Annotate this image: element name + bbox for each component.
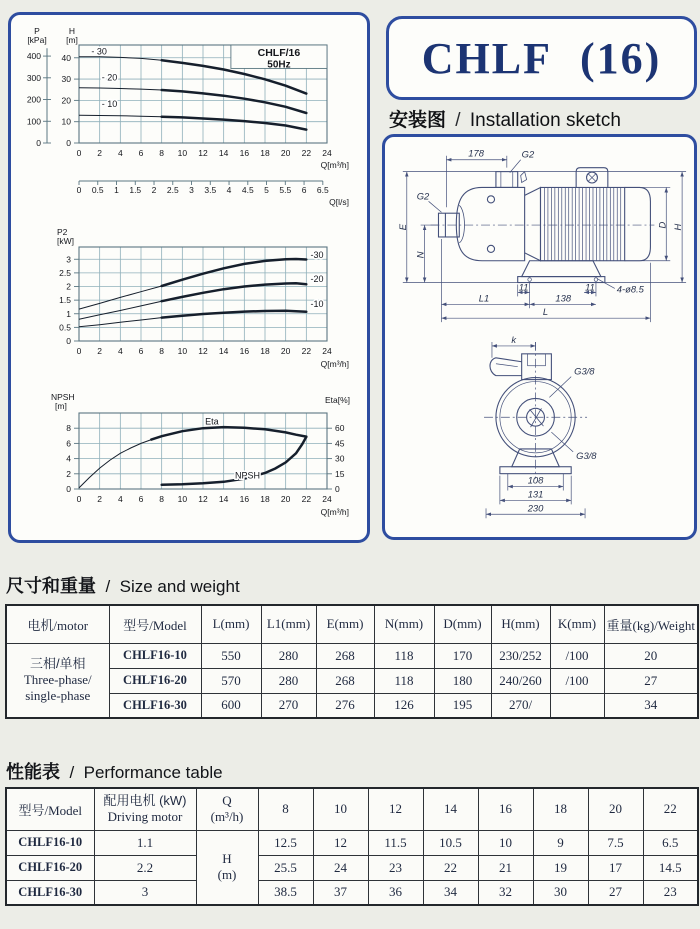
table-cell: /100	[550, 668, 604, 693]
svg-text:CHLF/16: CHLF/16	[257, 47, 301, 59]
head-value-cell: 25.5	[258, 855, 313, 880]
model-title-box	[386, 16, 697, 100]
pump-side-view	[431, 168, 655, 283]
head-value-cell: 9	[533, 830, 588, 855]
svg-text:0.5: 0.5	[91, 185, 104, 195]
size-table-header: L(mm)	[201, 605, 261, 643]
dim-11-left: 11	[518, 281, 529, 293]
svg-text:2.5: 2.5	[166, 185, 179, 195]
dim-l: L	[542, 306, 549, 318]
svg-text:0: 0	[66, 138, 71, 148]
perf-header-flow: 22	[643, 788, 698, 830]
svg-text:6: 6	[301, 185, 307, 195]
size-table-header: 型号/Model	[109, 605, 201, 643]
svg-text:10: 10	[177, 148, 188, 158]
head-value-cell: 12	[313, 830, 368, 855]
svg-text:[kW]: [kW]	[57, 236, 74, 246]
port-label-g38-top: G3/8	[574, 365, 595, 377]
svg-text:16: 16	[239, 346, 250, 356]
perf-heading-en: Performance table	[83, 763, 223, 782]
title-model: CHLF	[421, 33, 552, 83]
size-table-header: H(mm)	[491, 605, 550, 643]
svg-text:Eta: Eta	[205, 416, 219, 427]
svg-text:P2: P2	[57, 227, 68, 237]
svg-text:14: 14	[218, 148, 229, 158]
svg-text:0: 0	[66, 336, 71, 346]
table-cell: 20	[604, 643, 698, 668]
svg-text:Q[l/s]: Q[l/s]	[329, 197, 349, 207]
table-cell: 270	[261, 693, 316, 718]
svg-text:4: 4	[117, 148, 123, 158]
dim-178: 178	[468, 147, 484, 159]
curve--10	[79, 311, 306, 327]
svg-text:0: 0	[76, 494, 82, 504]
svg-text:4: 4	[117, 494, 123, 504]
svg-text:24: 24	[322, 494, 332, 504]
installation-heading-en: Installation sketch	[469, 110, 621, 131]
port-label-g38-bottom: G3/8	[576, 449, 597, 461]
installation-sketch	[385, 137, 694, 537]
table-cell: /100	[550, 643, 604, 668]
table-cell: 230/252	[491, 643, 550, 668]
svg-text:H: H	[68, 26, 76, 36]
head-value-cell: 34	[423, 880, 478, 905]
perf-header-motor: 配用电机 (kW) Driving motor	[94, 788, 196, 830]
svg-text:0: 0	[76, 148, 82, 158]
table-cell: 195	[434, 693, 491, 718]
svg-text:8: 8	[159, 494, 165, 504]
table-cell: 27	[604, 668, 698, 693]
perf-header-flow: 16	[478, 788, 533, 830]
svg-text:24: 24	[322, 148, 332, 158]
table-cell: 550	[201, 643, 261, 668]
table-cell: 570	[201, 668, 261, 693]
svg-text:2: 2	[66, 281, 71, 292]
svg-text:10: 10	[61, 116, 71, 127]
svg-text:300: 300	[26, 72, 41, 83]
perf-header-q: Q (m³/h)	[196, 788, 258, 830]
svg-text:8: 8	[159, 148, 165, 158]
head-value-cell: 19	[533, 855, 588, 880]
dim-131: 131	[527, 488, 544, 500]
head-value-cell: 36	[368, 880, 423, 905]
pump-front-view	[484, 342, 587, 479]
svg-text:2: 2	[97, 148, 103, 158]
svg-text:4: 4	[117, 346, 123, 356]
svg-text:1: 1	[66, 308, 71, 319]
dim-h: H	[672, 223, 684, 231]
npsh-eta-chart	[17, 389, 369, 523]
head-value-cell: 27	[588, 880, 643, 905]
heading-separator: /	[455, 110, 461, 131]
curve-NPSH	[162, 437, 307, 485]
svg-text:[m]: [m]	[55, 401, 67, 411]
head-value-cell: 11.5	[368, 830, 423, 855]
curve-Eta	[79, 427, 306, 488]
installation-sketch-panel	[382, 134, 697, 540]
svg-text:20: 20	[280, 148, 291, 158]
svg-text:6.5: 6.5	[316, 185, 329, 195]
svg-text:18: 18	[260, 346, 270, 356]
installation-heading-cn: 安装图	[389, 110, 447, 131]
head-value-cell: 30	[533, 880, 588, 905]
svg-text:Q[m³/h]: Q[m³/h]	[320, 160, 349, 170]
motor-kw-cell: 2.2	[94, 855, 196, 880]
svg-text:-30: -30	[310, 249, 324, 260]
svg-text:3: 3	[66, 254, 71, 265]
head-value-cell: 23	[368, 855, 423, 880]
table-cell: 276	[316, 693, 374, 718]
svg-text:20: 20	[61, 95, 71, 106]
svg-text:0: 0	[66, 484, 71, 494]
size-table-header: L1(mm)	[261, 605, 316, 643]
table-cell: 34	[604, 693, 698, 718]
heading-separator: /	[105, 577, 111, 596]
head-value-cell: 23	[643, 880, 698, 905]
svg-text:0: 0	[36, 138, 41, 148]
svg-text:2: 2	[97, 346, 103, 356]
svg-text:40: 40	[61, 52, 71, 63]
model-cell: CHLF16-10	[109, 643, 201, 668]
motor-fins	[544, 187, 620, 260]
head-value-cell: 21	[478, 855, 533, 880]
svg-text:45: 45	[335, 438, 345, 449]
perf-header-flow: 20	[588, 788, 643, 830]
head-flow-chart	[17, 25, 369, 209]
size-weight-table	[5, 604, 699, 719]
svg-text:30: 30	[61, 74, 71, 85]
svg-text:8: 8	[66, 423, 71, 434]
page-title	[422, 33, 662, 84]
performance-curves-panel	[8, 12, 370, 543]
head-value-cell: 38.5	[258, 880, 313, 905]
table-cell: 268	[316, 643, 374, 668]
svg-text:Eta[%]: Eta[%]	[325, 395, 351, 405]
perf-heading-cn: 性能表	[6, 762, 60, 782]
svg-text:8: 8	[159, 346, 165, 356]
performance-table	[5, 787, 699, 906]
svg-text:10: 10	[177, 346, 188, 356]
svg-text:- 10: - 10	[101, 99, 118, 110]
motor-type-cell: 三相/单相 Three-phase/ single-phase	[6, 643, 109, 718]
svg-text:50Hz: 50Hz	[267, 59, 291, 71]
svg-text:22: 22	[301, 148, 312, 158]
dim-108: 108	[527, 474, 544, 486]
power-flow-chart	[17, 225, 369, 375]
table-cell: 268	[316, 668, 374, 693]
svg-text:4: 4	[226, 185, 232, 195]
model-cell: CHLF16-30	[109, 693, 201, 718]
perf-header-model: 型号/Model	[6, 788, 94, 830]
svg-text:400: 400	[26, 51, 41, 62]
svg-text:20: 20	[280, 494, 291, 504]
size-table-header: E(mm)	[316, 605, 374, 643]
svg-text:18: 18	[260, 148, 270, 158]
svg-text:22: 22	[301, 494, 312, 504]
svg-text:NPSH: NPSH	[51, 392, 75, 402]
svg-text:18: 18	[260, 494, 270, 504]
size-table-header: K(mm)	[550, 605, 604, 643]
svg-text:6: 6	[138, 494, 144, 504]
svg-text:1: 1	[114, 185, 119, 195]
svg-text:[kPa]: [kPa]	[27, 35, 47, 45]
svg-text:12: 12	[198, 346, 208, 356]
svg-text:-10: -10	[310, 298, 324, 309]
table-cell: 280	[261, 668, 316, 693]
port-label-g2-left: G2	[416, 190, 430, 202]
svg-text:0.5: 0.5	[59, 322, 71, 333]
size-table-header: D(mm)	[434, 605, 491, 643]
svg-text:1.5: 1.5	[59, 295, 71, 306]
svg-text:30: 30	[335, 453, 345, 464]
dim-e: E	[396, 223, 408, 231]
svg-text:4: 4	[66, 453, 71, 464]
table-cell: 118	[374, 668, 434, 693]
perf-header-flow: 12	[368, 788, 423, 830]
installation-heading	[389, 105, 621, 132]
port-label-g2-top: G2	[521, 148, 535, 160]
head-value-cell: 22	[423, 855, 478, 880]
perf-header-flow: 10	[313, 788, 368, 830]
svg-text:- 20: - 20	[101, 72, 118, 83]
svg-text:1.5: 1.5	[129, 185, 142, 195]
svg-text:3.5: 3.5	[204, 185, 217, 195]
size-heading-en: Size and weight	[119, 577, 240, 596]
model-cell: CHLF16-20	[109, 668, 201, 693]
motor-kw-cell: 3	[94, 880, 196, 905]
svg-text:5: 5	[264, 185, 269, 195]
head-value-cell: 6.5	[643, 830, 698, 855]
dim-11-right: 11	[585, 281, 595, 293]
svg-text:6: 6	[138, 148, 144, 158]
svg-text:200: 200	[26, 94, 41, 105]
model-cell: CHLF16-20	[6, 855, 94, 880]
table-cell: 170	[434, 643, 491, 668]
head-value-cell: 10	[478, 830, 533, 855]
head-value-cell: 37	[313, 880, 368, 905]
head-value-cell: 32	[478, 880, 533, 905]
table-cell: 280	[261, 643, 316, 668]
size-table-header: 重量(kg)/Weight	[604, 605, 698, 643]
head-value-cell: 10.5	[423, 830, 478, 855]
table-cell: 600	[201, 693, 261, 718]
svg-text:4.5: 4.5	[241, 185, 254, 195]
table-cell: 180	[434, 668, 491, 693]
svg-text:P: P	[34, 26, 40, 36]
bolt-holes-label: 4-ø8.5	[616, 283, 644, 295]
head-value-cell: 17	[588, 855, 643, 880]
head-value-cell: 12.5	[258, 830, 313, 855]
size-table-header: 电机/motor	[6, 605, 109, 643]
table-cell: 240/260	[491, 668, 550, 693]
svg-text:5.5: 5.5	[279, 185, 292, 195]
svg-text:0: 0	[76, 346, 82, 356]
svg-text:12: 12	[198, 494, 208, 504]
svg-text:2: 2	[151, 185, 157, 195]
performance-heading	[6, 758, 223, 784]
dim-d: D	[656, 221, 668, 229]
svg-text:10: 10	[177, 494, 188, 504]
perf-header-flow: 8	[258, 788, 313, 830]
svg-text:2: 2	[66, 468, 71, 479]
dim-230: 230	[527, 502, 544, 514]
dim-l1: L1	[478, 292, 490, 304]
perf-header-flow: 18	[533, 788, 588, 830]
size-heading-cn: 尺寸和重量	[6, 576, 96, 596]
table-cell: 270/	[491, 693, 550, 718]
head-value-cell: 7.5	[588, 830, 643, 855]
title-size: (16)	[579, 33, 662, 83]
svg-text:2: 2	[97, 494, 103, 504]
svg-text:60: 60	[335, 423, 345, 434]
svg-text:3: 3	[189, 185, 194, 195]
heading-separator: /	[69, 763, 75, 782]
svg-text:-20: -20	[310, 273, 324, 284]
svg-text:100: 100	[26, 116, 41, 127]
head-unit-cell: H (m)	[196, 830, 258, 905]
size-table-header: N(mm)	[374, 605, 434, 643]
dim-k: k	[511, 333, 517, 345]
dim-n: N	[414, 251, 426, 259]
svg-text:0: 0	[76, 185, 82, 195]
svg-text:[m]: [m]	[66, 35, 78, 45]
head-value-cell: 14.5	[643, 855, 698, 880]
svg-text:14: 14	[218, 494, 229, 504]
svg-text:6: 6	[66, 438, 71, 449]
svg-text:16: 16	[239, 494, 250, 504]
table-cell: 118	[374, 643, 434, 668]
svg-text:12: 12	[198, 148, 208, 158]
model-cell: CHLF16-10	[6, 830, 94, 855]
size-weight-heading	[6, 572, 240, 598]
svg-text:2.5: 2.5	[59, 267, 71, 278]
svg-text:16: 16	[239, 148, 250, 158]
model-cell: CHLF16-30	[6, 880, 94, 905]
svg-text:- 30: - 30	[91, 46, 107, 57]
motor-kw-cell: 1.1	[94, 830, 196, 855]
svg-text:0: 0	[335, 484, 340, 494]
perf-header-flow: 14	[423, 788, 478, 830]
svg-text:6: 6	[138, 346, 144, 356]
svg-text:22: 22	[301, 346, 312, 356]
head-value-cell: 24	[313, 855, 368, 880]
svg-text:14: 14	[218, 346, 229, 356]
table-cell: 126	[374, 693, 434, 718]
svg-text:20: 20	[280, 346, 291, 356]
table-cell	[550, 693, 604, 718]
svg-text:Q[m³/h]: Q[m³/h]	[320, 507, 349, 517]
svg-text:NPSH: NPSH	[235, 470, 261, 481]
svg-text:24: 24	[322, 346, 332, 356]
svg-text:15: 15	[335, 468, 345, 479]
svg-text:Q[m³/h]: Q[m³/h]	[320, 359, 349, 369]
dim-138: 138	[555, 292, 572, 304]
